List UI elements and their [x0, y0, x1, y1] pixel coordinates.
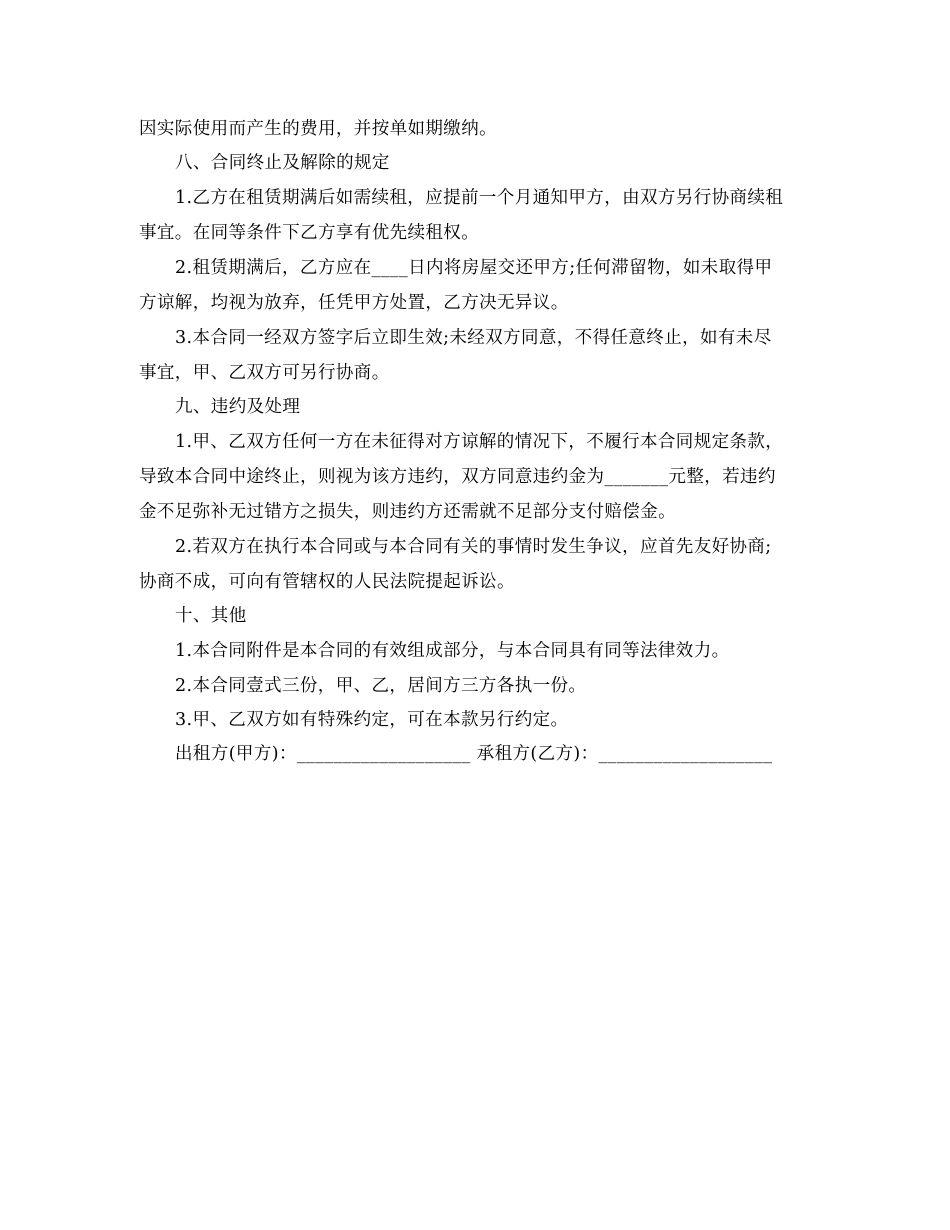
text-line: 导致本合同中途终止，则视为该方违约，双方同意违约金为_______元整，若违约	[139, 467, 776, 487]
text-line: 方谅解，均视为放弃，任凭甲方处置，乙方决无异议。	[139, 293, 569, 313]
text-line: 1.甲、乙双方任何一方在未征得对方谅解的情况下，不履行本合同规定条款，	[175, 432, 784, 452]
section-heading-9: 九、违约及处理	[175, 397, 301, 417]
text-line: 因实际使用而产生的费用，并按单如期缴纳。	[139, 119, 497, 139]
text-line: 3.本合同一经双方签字后立即生效;未经双方同意，不得任意终止，如有未尽	[175, 328, 772, 348]
section-heading-8: 八、合同终止及解除的规定	[175, 153, 390, 173]
text-line: 协商不成，可向有管辖权的人民法院提起诉讼。	[139, 572, 515, 592]
section-heading-10: 十、其他	[175, 606, 247, 626]
text-line: 3.甲、乙双方如有特殊约定，可在本款另行约定。	[175, 710, 569, 730]
text-line: 2.若双方在执行本合同或与本合同有关的事情时发生争议，应首先友好协商;	[175, 537, 772, 557]
text-line: 1.乙方在租赁期满后如需续租，应提前一个月通知甲方，由双方另行协商续租	[175, 188, 784, 208]
text-line: 1.本合同附件是本合同的有效组成部分，与本合同具有同等法律效力。	[175, 641, 730, 661]
text-line: 2.本合同壹式三份，甲、乙，居间方三方各执一份。	[175, 676, 587, 696]
text-line: 事宜。在同等条件下乙方享有优先续租权。	[139, 223, 480, 243]
text-line: 金不足弥补无过错方之损失，则违约方还需就不足部分支付赔偿金。	[139, 502, 676, 522]
text-line: 事宜，甲、乙双方可另行协商。	[139, 363, 390, 383]
signature-line: 出租方(甲方)：___________________ 承租方(乙方)：___________________	[175, 744, 773, 764]
text-line: 2.租赁期满后，乙方应在____日内将房屋交还甲方;任何滞留物，如未取得甲	[175, 258, 773, 278]
